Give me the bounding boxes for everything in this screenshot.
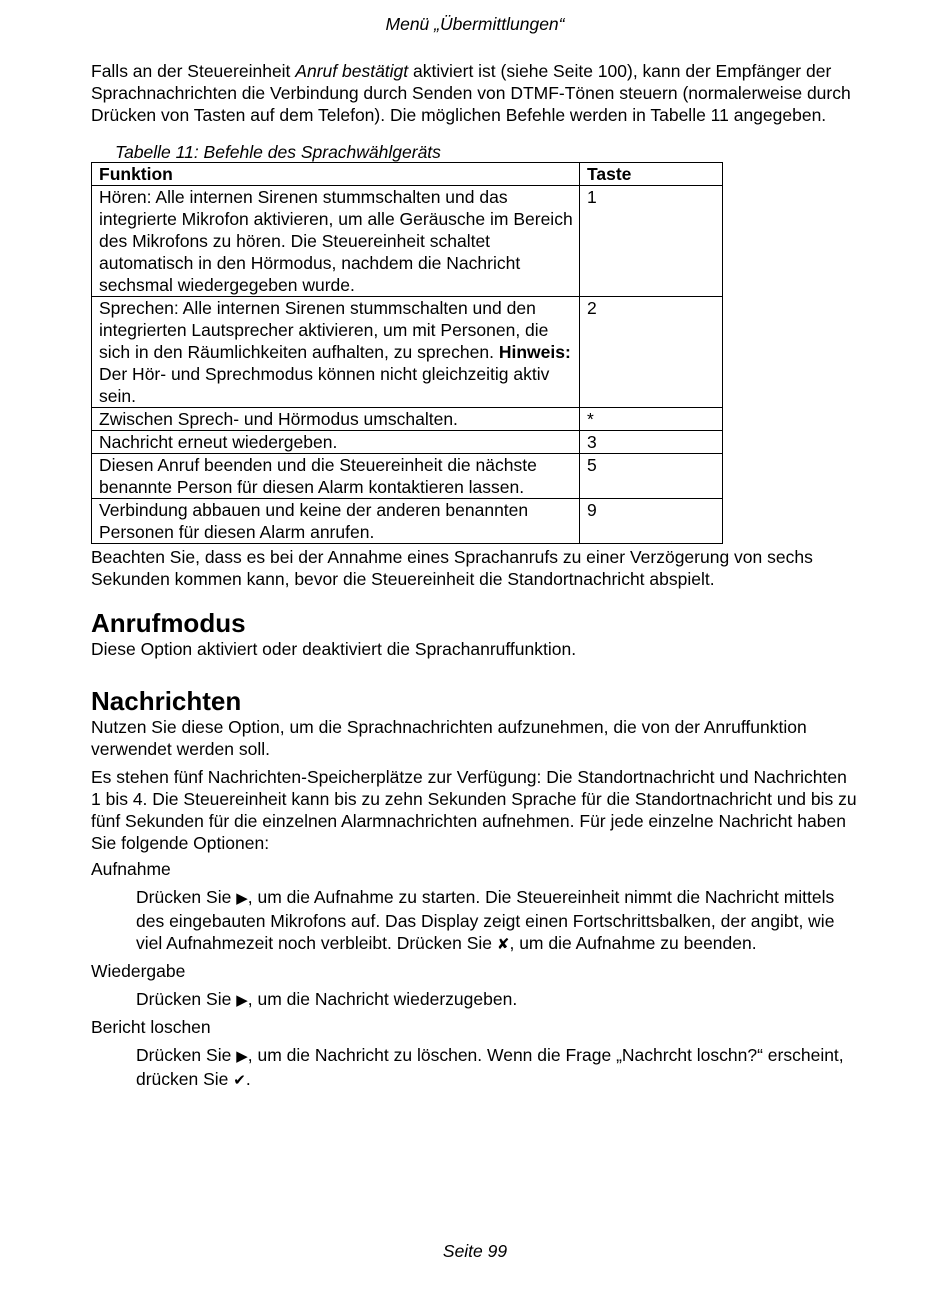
table-caption: Tabelle 11: Befehle des Sprachwählgeräts [115, 142, 441, 162]
row-function-text: Sprechen: Alle internen Sirenen stummschalten und den integrierten Lautsprecher aktivieren, um mit Personen, die sich in den Räumlichkeiten aufhalten, zu sprechen. [99, 298, 549, 362]
intro-emphasis: Anruf bestätigt [295, 61, 409, 81]
option-desc-aufnahme [136, 886, 861, 956]
table-row [92, 431, 723, 454]
row-function-note-label: Hinweis: [498, 342, 571, 362]
nachrichten-paragraph-2: Es stehen fünf Nachrichten-Speicherplätze zur Verfügung: Die Standortnachricht und Nachrichten 1 bis 4. Die Steuereinheit kann bis zu zehn Sekunden Sprache für die Standortnachricht und bis zu fünf Sekunden für die einzelnen Alarmnachrichten aufnehmen. Für jede einzelne Nachricht haben Sie folgende Optionen: [91, 767, 857, 853]
row-key: * [580, 408, 723, 431]
heading-anrufmodus: Anrufmodus [91, 608, 246, 638]
page-number: Seite 99 [442, 1241, 508, 1261]
desc-text: . [245, 1069, 251, 1089]
page-content [91, 60, 861, 1092]
table-note: Beachten Sie, dass es bei der Annahme eines Sprachanrufs zu einer Verzögerung von sechs Sekunden kommen kann, bevor die Steuereinheit die Standortnachricht abspielt. [91, 547, 813, 589]
heading-nachrichten: Nachrichten [91, 686, 242, 716]
desc-text: , um die Nachricht wiederzugeben. [247, 989, 518, 1009]
page-header: Menü „Übermittlungen“ [385, 14, 565, 34]
table-row [92, 297, 723, 408]
desc-text: Drücken Sie [136, 989, 237, 1009]
check-icon: ✔ [233, 1072, 246, 1089]
header-key: Taste [580, 163, 723, 186]
desc-text: , um die Aufnahme zu starten. Die Steuereinheit nimmt die Nachricht mittels des eingebauten Mikrofons auf. Das Display zeigt einen Fortschrittsbalken, der angibt, wie viel Aufnahmezeit noch verbleibt. Drücken Sie [136, 887, 835, 953]
row-function: Diesen Anruf beenden und die Steuereinheit die nächste benannte Person für diesen Alarm kontaktieren lassen. [92, 454, 580, 499]
row-function: Zwischen Sprech- und Hörmodus umschalten. [92, 408, 580, 431]
table-row [92, 499, 723, 544]
cross-icon: ✘ [496, 936, 510, 953]
row-key: 3 [580, 431, 723, 454]
desc-text: , um die Nachricht zu löschen. Wenn die Frage „Nachrcht loschn?“ erscheint, drücken Sie [136, 1045, 844, 1089]
desc-text: , um die Aufnahme zu beenden. [509, 933, 757, 953]
table-row [92, 454, 723, 499]
play-triangle-icon: ▶ [236, 890, 248, 907]
option-desc-loschen [136, 1044, 861, 1092]
row-function [92, 297, 580, 408]
table-row [92, 186, 723, 297]
option-term-wiedergabe: Wiedergabe [91, 961, 186, 981]
play-triangle-icon: ▶ [236, 992, 248, 1009]
desc-text: Drücken Sie [136, 1045, 237, 1065]
anrufmodus-text: Diese Option aktiviert oder deaktiviert die Sprachanruffunktion. [91, 639, 577, 659]
play-triangle-icon: ▶ [236, 1048, 248, 1065]
row-function: Verbindung abbauen und keine der anderen benannten Personen für diesen Alarm anrufen. [92, 499, 580, 544]
option-term-loschen: Bericht loschen [91, 1017, 211, 1037]
desc-text: Drücken Sie [136, 887, 237, 907]
row-key: 9 [580, 499, 723, 544]
table-header-row [92, 163, 723, 186]
nachrichten-paragraph-1: Nutzen Sie diese Option, um die Sprachnachrichten aufzunehmen, die von der Anruffunktion verwendet werden soll. [91, 717, 807, 759]
option-term-aufnahme: Aufnahme [91, 859, 171, 879]
option-desc-wiedergabe [136, 988, 861, 1012]
intro-text-end: aktiviert ist (siehe Seite 100), kann der Empfänger der Sprachnachrichten die Verbindung durch Senden von DTMF-Tönen steuern (normalerweise durch Drücken von Tasten auf dem Telefon). Die möglichen Befehle werden in Tabelle 11 angegeben. [91, 61, 851, 125]
row-key: 2 [580, 297, 723, 408]
table-row [92, 408, 723, 431]
intro-paragraph [91, 60, 861, 126]
row-function: Hören: Alle internen Sirenen stummschalten und das integrierte Mikrofon aktivieren, um alle Geräusche im Bereich des Mikrofons zu hören. Die Steuereinheit schaltet automatisch in den Hörmodus, nachdem die Nachricht sechsmal wiedergegeben wurde. [92, 186, 580, 297]
row-function: Nachricht erneut wiedergeben. [92, 431, 580, 454]
command-table [91, 162, 723, 544]
row-key: 5 [580, 454, 723, 499]
row-function-note-text: Der Hör- und Sprechmodus können nicht gleichzeitig aktiv sein. [99, 364, 550, 406]
intro-text-start: Falls an der Steuereinheit [91, 61, 296, 81]
row-key: 1 [580, 186, 723, 297]
header-function: Funktion [92, 163, 580, 186]
